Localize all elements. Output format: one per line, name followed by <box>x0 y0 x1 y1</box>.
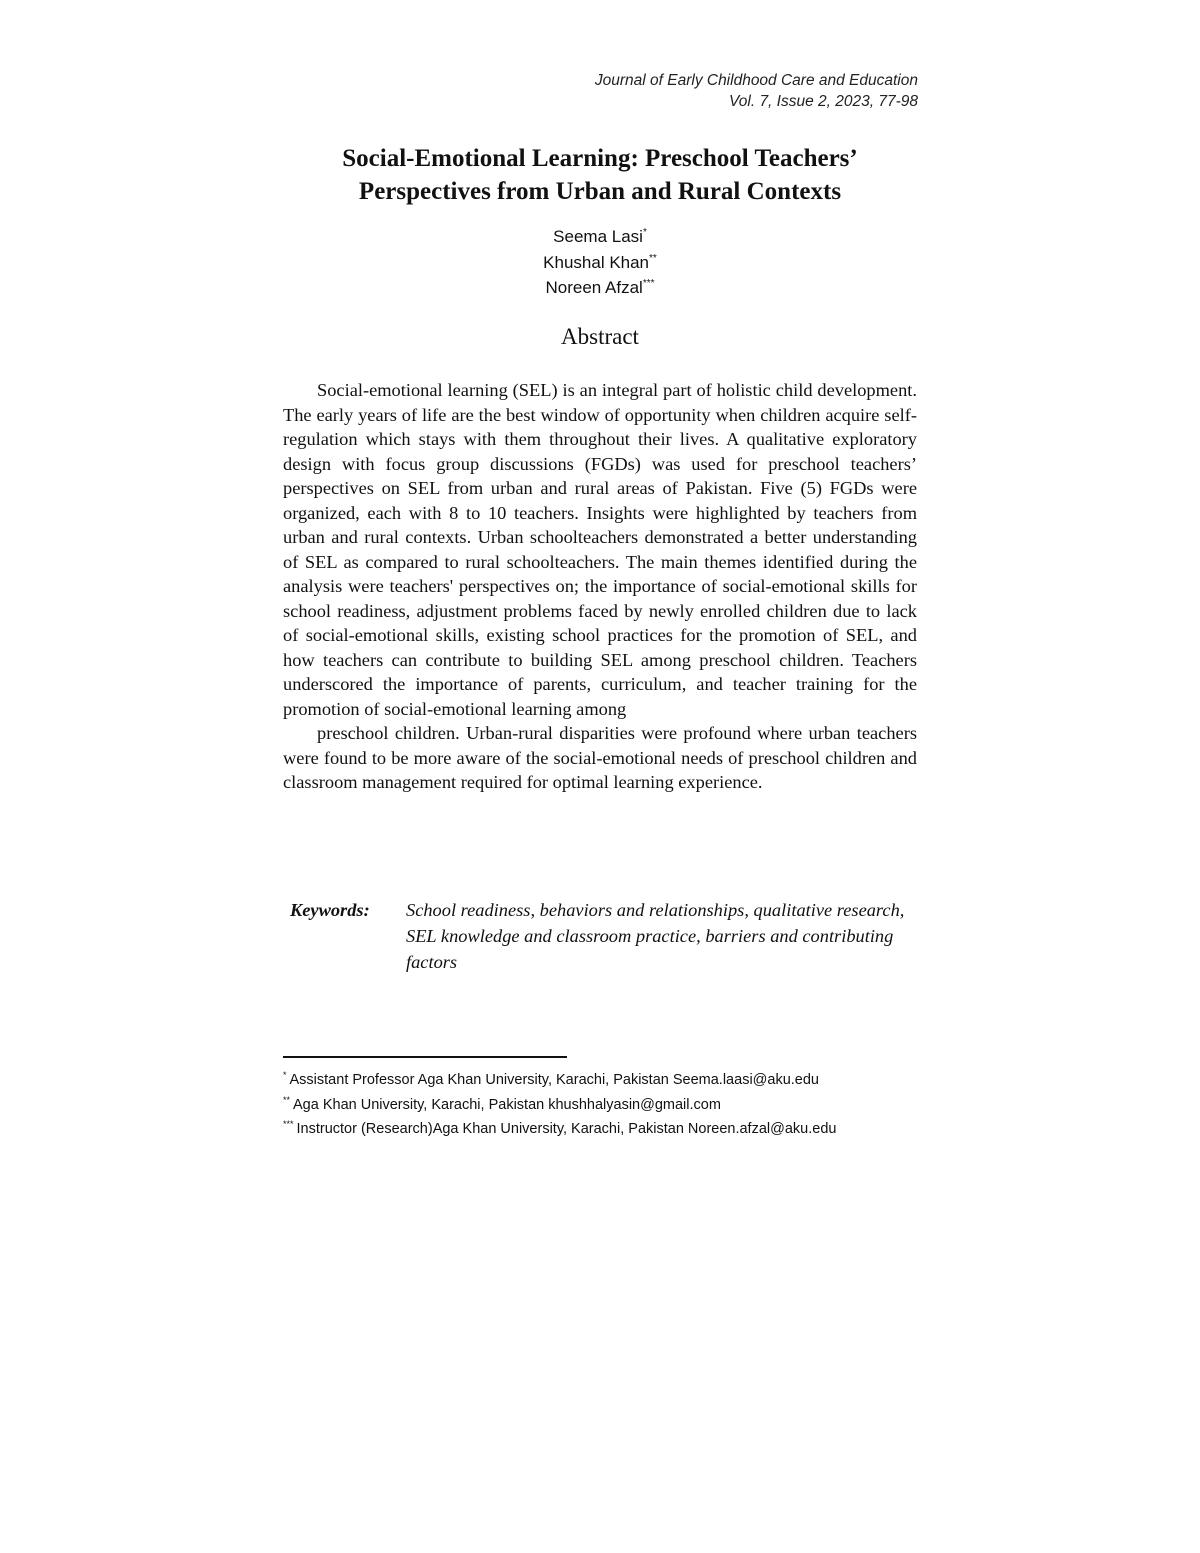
journal-name: Journal of Early Childhood Care and Education <box>594 72 918 89</box>
author <box>400 224 800 250</box>
footnote-mark: * <box>283 1070 287 1080</box>
paper-title <box>200 142 1000 208</box>
footnote-divider <box>283 1056 567 1058</box>
keywords-label: Keywords: <box>290 900 370 920</box>
footnote-text: Assistant Professor Aga Khan University, Karachi, Pakistan Seema.laasi@aku.edu <box>289 1072 819 1088</box>
keywords-text: School readiness, behaviors and relationships, qualitative research, SEL knowledge and classroom practice, barriers and contributing factors <box>406 900 905 972</box>
title-line-1: Social-Emotional Learning: Preschool Teachers’ <box>342 145 858 172</box>
keywords <box>290 897 918 975</box>
footnote-mark: *** <box>283 1119 294 1129</box>
author <box>400 275 800 301</box>
author-list <box>400 224 800 301</box>
author-footnote-mark: *** <box>642 278 655 289</box>
abstract-paragraph: Social-emotional learning (SEL) is an integral part of holistic child development. The early years of life are the best window of opportunity when children acquire self-regulation which stays with them throughout their lives. A qualitative exploratory design with focus group discussions (FGDs) was used for preschool teachers’ perspectives on SEL from urban and rural areas of Pakistan. Five (5) FGDs were organized, each with 8 to 10 teachers. Insights were highlighted by teachers from urban and rural contexts. Urban schoolteachers demonstrated a better understanding of SEL as compared to rural schoolteachers. The main themes identified during the analysis were teachers' perspectives on; the importance of social-emotional skills for school readiness, adjustment problems faced by newly enrolled children due to lack of social-emotional skills, existing school practices for the promotion of SEL, and how teachers can contribute to building SEL among preschool children. Teachers underscored the importance of parents, curriculum, and teacher training for the promotion of social-emotional learning among <box>283 380 917 719</box>
author-name: Seema Lasi <box>553 227 643 246</box>
abstract-paragraph: preschool children. Urban-rural disparities were profound where urban teachers were found to be more aware of the social-emotional needs of preschool children and classroom management required for optimal learning experience. <box>283 723 917 792</box>
author-name: Noreen Afzal <box>545 278 643 297</box>
footnote-text: Aga Khan University, Karachi, Pakistan khushhalyasin@gmail.com <box>293 1096 721 1113</box>
journal-volume: Vol. 7, Issue 2, 2023, 77-98 <box>729 93 918 110</box>
author-footnote-mark: ** <box>649 252 657 264</box>
author <box>400 250 800 276</box>
footnote <box>283 1093 923 1118</box>
title-line-2: Perspectives from Urban and Rural Contexts <box>358 178 842 205</box>
footnote-text: Instructor (Research)Aga Khan University, Karachi, Pakistan Noreen.afzal@aku.edu <box>296 1121 837 1137</box>
journal-header <box>595 70 918 112</box>
abstract-heading: Abstract <box>561 324 639 349</box>
author-name: Khushal Khan <box>543 252 650 272</box>
footnote <box>283 1117 923 1142</box>
footnotes <box>283 1068 923 1142</box>
author-footnote-mark: * <box>642 227 647 238</box>
footnote <box>283 1068 923 1093</box>
footnote-mark: ** <box>283 1094 291 1105</box>
abstract-body <box>283 378 917 795</box>
